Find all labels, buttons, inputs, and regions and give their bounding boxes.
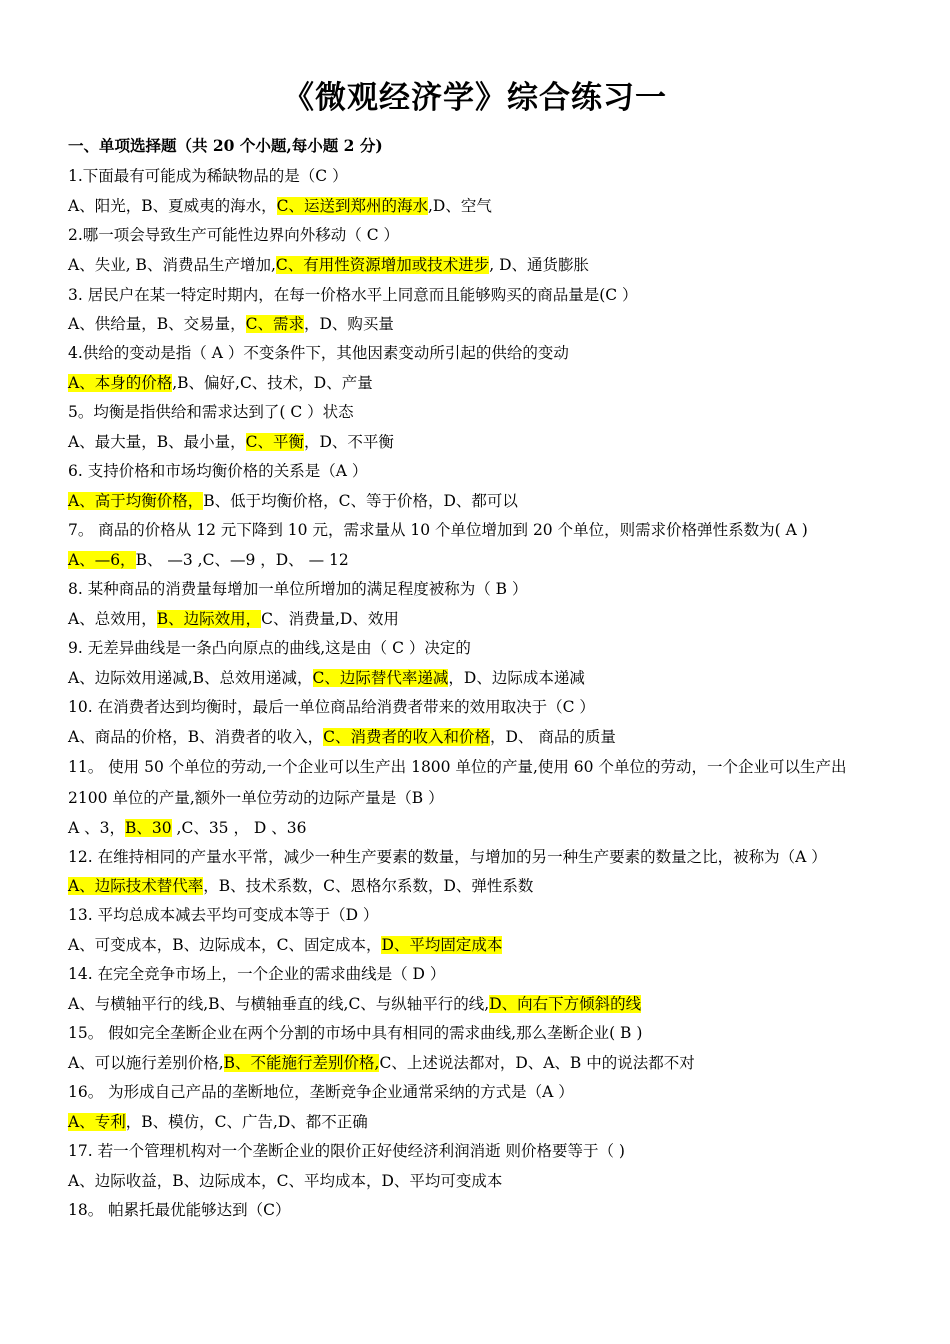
options-13 [68,935,888,955]
option-text: A、可以施行差别价格, [68,1054,224,1072]
option-text: A、供给量，B、交易量， [68,315,246,333]
question-7: 7。 商品的价格从 12 元下降到 10 元，需求量从 10 个单位增加到 20 个单位，则需求价格弹性系数为( A ) [68,521,808,539]
question-3: 3. 居民户在某一特定时期内，在每一价格水平上同意而且能够购买的商品量是(C ） [68,286,638,304]
option-text: ,C、35 ， D 、36 [171,819,307,837]
option-text: A 、3， [68,819,125,837]
options-11 [68,818,888,838]
option-text: A、与横轴平行的线,B、与横轴垂直的线,C、与纵轴平行的线, [68,995,490,1013]
option-text: A、可变成本，B、边际成本，C、固定成本， [68,936,382,954]
question-8: 8. 某种商品的消费量每增加一单位所增加的满足程度被称为（ B ） [68,580,528,598]
option-text: A、总效用， [68,610,157,628]
option-text: A、边际效用递减,B、总效用递减， [68,669,313,687]
options-17 [68,1171,888,1191]
option-text: A、最大量，B、最小量， [68,433,246,451]
answer-highlight: B、30 [124,819,172,837]
answer-highlight: A、高于均衡价格， [68,492,204,510]
option-text: B、低于均衡价格，C、等于价格，D、都可以 [203,492,518,510]
option-text: ，D、 商品的质量 [489,728,616,746]
options-12 [68,876,888,896]
option-text: B、 —3 ,C、—9 ，D、 — 12 [135,551,349,569]
option-text: ，D、不平衡 [303,433,394,451]
question-9: 9. 无差异曲线是一条凸向原点的曲线,这是由（ C ）决定的 [68,639,471,657]
answer-highlight: A、边际技术替代率 [68,877,204,895]
answer-highlight: D、平均固定成本 [381,936,503,954]
answer-highlight: A、本身的价格 [68,374,173,392]
page-title: 《微观经济学》综合练习一 [283,80,667,116]
answer-highlight: C、需求 [245,315,304,333]
question-4: 4.供给的变动是指（ A ）不变条件下，其他因素变动所引起的供给的变动 [68,344,569,362]
options-14 [68,994,888,1014]
question-13: 13. 平均总成本减去平均可变成本等于（D ） [68,906,379,924]
question-11: 11。 使用 50 个单位的劳动,一个企业可以生产出 1800 单位的产量,使用 60 个单位的劳动，一个企业可以生产出 [68,758,847,776]
options-8 [68,609,888,629]
options-4 [68,373,888,393]
answer-highlight: C、有用性资源增加或技术进步 [275,256,490,274]
options-7 [68,550,888,570]
question-15: 15。 假如完全垄断企业在两个分割的市场中具有相同的需求曲线,那么垄断企业( B ) [68,1024,643,1042]
option-text: A、商品的价格，B、消费者的收入， [68,728,324,746]
section-heading: 一、单项选择题（共 20 个小题,每小题 2 分) [68,136,383,155]
answer-highlight: C、平衡 [245,433,304,451]
question-2: 2.哪一项会导致生产可能性边界向外移动（ C ） [68,226,400,244]
option-text: A、边际收益，B、边际成本，C、平均成本，D、平均可变成本 [68,1172,503,1190]
answer-highlight: B、边际效用， [156,610,262,628]
option-text: A、失业, B、消费品生产增加, [68,256,276,274]
options-2 [68,255,888,275]
question-17: 17. 若一个管理机构对一个垄断企业的限价正好使经济利润消逝 则价格要等于（ ) [68,1142,625,1160]
option-text: ,D、空气 [427,197,492,215]
options-16 [68,1112,888,1132]
answer-highlight: A、专利 [68,1113,126,1131]
option-text: , D、通货膨胀 [489,256,590,274]
options-9 [68,668,888,688]
question-10: 10. 在消费者达到均衡时，最后一单位商品给消费者带来的效用取决于（C ） [68,698,595,716]
option-text: C、消费量,D、效用 [261,610,399,628]
question-6: 6. 支持价格和市场均衡价格的关系是（A ） [68,462,368,480]
answer-highlight: D、向右下方倾斜的线 [489,995,642,1013]
option-text: ，D、购买量 [303,315,394,333]
question-1: 1.下面最有可能成为稀缺物品的是（C ） [68,167,348,185]
answer-highlight: C、运送到郑州的海水 [276,197,428,215]
options-15 [68,1053,888,1073]
answer-highlight: B、不能施行差别价格, [223,1054,380,1072]
option-text: ，D、边际成本递减 [448,669,585,687]
question-16: 16。 为形成自己产品的垄断地位，垄断竞争企业通常采纳的方式是（A ） [68,1083,574,1101]
question-11-continued: 2100 单位的产量,额外一单位劳动的边际产量是（B ） [68,789,444,807]
options-10 [68,727,888,747]
options-5 [68,432,888,452]
question-14: 14. 在完全竞争市场上，一个企业的需求曲线是（ D ） [68,965,446,983]
options-1 [68,196,888,216]
question-12: 12. 在维持相同的产量水平常，减少一种生产要素的数量，与增加的另一种生产要素的数量之比，被称为（A ） [68,848,827,866]
answer-highlight: C、消费者的收入和价格 [323,728,490,746]
option-text: A、阳光，B、夏威夷的海水， [68,197,277,215]
answer-highlight: A、—6， [68,551,136,569]
option-text: C、上述说法都对，D、A、B 中的说法都不对 [379,1054,695,1072]
answer-highlight: C、边际替代率递减 [312,669,449,687]
question-18: 18。 帕累托最优能够达到（C） [68,1201,291,1219]
option-text: ，B、技术系数，C、恩格尔系数，D、弹性系数 [203,877,534,895]
option-text: ,B、偏好,C、技术，D、产量 [172,374,373,392]
options-3 [68,314,888,334]
option-text: ，B、模仿，C、广告,D、都不正确 [125,1113,368,1131]
options-6 [68,491,888,511]
question-5: 5。均衡是指供给和需求达到了( C ）状态 [68,403,354,421]
